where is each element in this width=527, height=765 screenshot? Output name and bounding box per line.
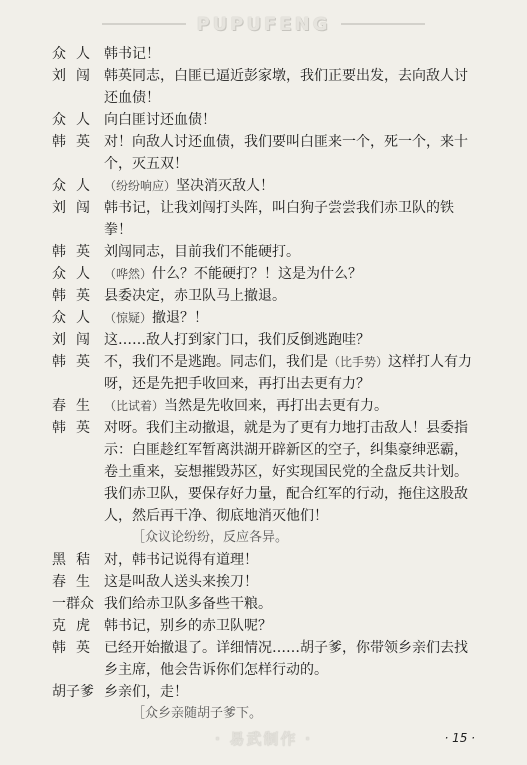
dialogue-text-main: 县委决定，赤卫队马上撤退。 [104,288,286,304]
speaker-name-char: 英 [76,640,90,656]
speaker-name [52,175,90,197]
header-rule-right [341,23,425,25]
dialogue-line [52,351,479,395]
acting-direction: （比手势） [328,355,389,369]
acting-direction: （比试着） [104,399,165,413]
speaker-name [52,263,90,285]
dialogue-text [104,109,479,131]
header-rule-left [102,23,186,25]
dialogue-text-main: 当然是先收回来，再打出去更有力。 [164,398,389,414]
speaker-name-char: 闯 [76,200,90,216]
speaker-name-char: 刘 [52,200,66,216]
speaker-name-char: 人 [76,112,90,128]
dialogue-text-main: 这……敌人打到家门口，我们反倒逃跑哇？ [104,332,370,348]
speaker-name-char: 英 [76,354,90,370]
speaker-name-char: 英 [76,134,90,150]
dialogue-line [52,307,479,329]
dialogue-line [52,65,479,109]
header-brand-watermark: PUPUFENG [196,13,331,35]
dialogue-line [52,43,479,65]
speaker-name [52,329,90,351]
speaker-name [52,681,104,703]
dialogue-text [104,571,479,593]
speaker-name-char: 英 [76,420,90,436]
acting-direction: （惊疑） [104,311,153,325]
dialogue-text-main: 什么？不能硬打？！这是为什么？ [152,266,363,282]
dialogue-text [104,681,479,703]
speaker-name-char: 英 [76,244,90,260]
speaker-name-char: 英 [76,288,90,304]
speaker-name-char: 韩 [52,420,66,436]
speaker-name [52,197,90,219]
speaker-name-char: 韩 [52,244,66,260]
speaker-name [52,417,90,439]
speaker-name-char: 春 [52,574,66,590]
script-body [52,43,479,725]
speaker-name-char: 刘 [52,332,66,348]
dialogue-line [52,593,479,615]
dialogue-text [104,197,479,241]
speaker-name-char: 虎 [76,618,90,634]
dialogue-text [104,549,479,571]
dialogue-text-main: 刘闯同志，目前我们不能硬打。 [104,244,300,260]
dialogue-text-main: 这是叫敌人送头来挨刀！ [104,574,258,590]
dialogue-text-main: 这样打人有力呀，还是先把手收回来，再打出去更有力？ [104,354,473,392]
dialogue-text-main: 韩书记，让我刘闯打头阵，叫白狗子尝尝我们赤卫队的铁拳！ [104,200,454,238]
dialogue-text [104,395,479,417]
dialogue-line [52,571,479,593]
dialogue-text-main: 向白匪讨还血债！ [104,112,216,128]
stage-direction: ［众乡亲随胡子爹下。 [132,706,263,721]
speaker-name-char: 人 [76,266,90,282]
dialogue-text [104,285,479,307]
speaker-name-char: 众 [52,112,66,128]
speaker-name-char: 韩 [52,354,66,370]
dialogue-line [52,241,479,263]
speaker-name-char: 生 [76,574,90,590]
dialogue-line [52,637,479,681]
dialogue-line [52,109,479,131]
dialogue-text [104,637,479,681]
speaker-name-char: 生 [76,398,90,414]
speaker-name-char: 一群众 [52,596,94,612]
dialogue-text-main: 我们给赤卫队多备些干粮。 [104,596,272,612]
dialogue-text-main: 韩书记！ [104,46,160,62]
dialogue-text [104,329,479,351]
dialogue-text [104,307,479,329]
speaker-name [52,241,90,263]
dialogue-text [104,175,479,197]
speaker-name [52,593,104,615]
speaker-name-char: 韩 [52,288,66,304]
dialogue-text-main: 韩书记，别乡的赤卫队呢？ [104,618,272,634]
speaker-name-char: 克 [52,618,66,634]
speaker-name [52,351,90,373]
dialogue-text [104,131,479,175]
dialogue-line [52,395,479,417]
speaker-name-char: 人 [76,46,90,62]
speaker-name [52,637,90,659]
dialogue-line [52,197,479,241]
speaker-name [52,285,90,307]
dialogue-text-main: 撤退？！ [152,310,209,326]
dialogue-text [104,417,479,527]
speaker-name [52,307,90,329]
dialogue-text-main: 韩英同志，白匪已逼近彭家墩，我们正要出发，去向敌人讨还血债！ [104,68,468,106]
dialogue-text [104,615,479,637]
stage-direction: ［众议论纷纷，反应各异。 [132,530,289,545]
speaker-name-char: 众 [52,46,66,62]
dialogue-text-before: 不，我们不是逃跑。同志们，我们是 [104,354,328,370]
speaker-name-char: 众 [52,178,66,194]
acting-direction: （纷纷响应） [104,179,177,193]
dialogue-text-main: 坚决消灭敌人！ [176,178,275,194]
speaker-name [52,549,90,571]
speaker-name-char: 春 [52,398,66,414]
dialogue-line [52,615,479,637]
dialogue-text-main: 对！向敌人讨还血债，我们要叫白匪来一个，死一个，来十个，灭五双！ [104,134,468,172]
dialogue-text-main: 对呀。我们主动撤退，就是为了更有力地打击敌人！县委指示：白匪趁红军暂离洪湖开辟新区的空子，纠集豪绅恶霸，卷土重来，妄想摧毁苏区，好实现国民党的全盘反共计划。我们赤卫队，要保存好力量，配合红军的行动，拖住这股敌人，然后再干净、彻底地消灭他们！ [104,420,468,524]
speaker-name [52,131,90,153]
speaker-name-char: 众 [52,266,66,282]
speaker-name-char: 闯 [76,332,90,348]
dialogue-line [52,681,479,703]
footer-logo-watermark: · 易武制作 · [214,730,313,748]
dialogue-line [52,131,479,175]
dialogue-text [104,263,479,285]
speaker-name-char: 人 [76,310,90,326]
dialogue-text [104,351,479,395]
speaker-name-char: 黑 [52,552,66,568]
dialogue-text [104,241,479,263]
acting-direction: （哗然） [104,267,153,281]
speaker-name [52,109,90,131]
dialogue-line [52,329,479,351]
speaker-name-char: 韩 [52,640,66,656]
speaker-name-char: 胡子爹 [52,684,94,700]
speaker-name [52,571,90,593]
dialogue-text [104,43,479,65]
speaker-name [52,43,90,65]
speaker-name-char: 韩 [52,134,66,150]
dialogue-line [52,175,479,197]
speaker-name-char: 秸 [76,552,90,568]
page-header [0,12,527,36]
dialogue-text-main: 已经开始撤退了。详细情况……胡子爹，你带领乡亲们去找乡主席，他会告诉你们怎样行动的。 [104,640,468,678]
dialogue-text-main: 对，韩书记说得有道理！ [104,552,258,568]
speaker-name-char: 刘 [52,68,66,84]
speaker-name [52,65,90,87]
dialogue-text [104,65,479,109]
speaker-name-char: 闯 [76,68,90,84]
dialogue-text-main: 乡亲们，走！ [104,684,188,700]
page-number: · 15 · [444,731,475,745]
dialogue-line [52,549,479,571]
speaker-name-char: 人 [76,178,90,194]
dialogue-line [52,417,479,527]
speaker-name [52,395,90,417]
dialogue-line [52,263,479,285]
speaker-name-char: 众 [52,310,66,326]
dialogue-line [52,285,479,307]
dialogue-text [104,593,479,615]
speaker-name [52,615,90,637]
